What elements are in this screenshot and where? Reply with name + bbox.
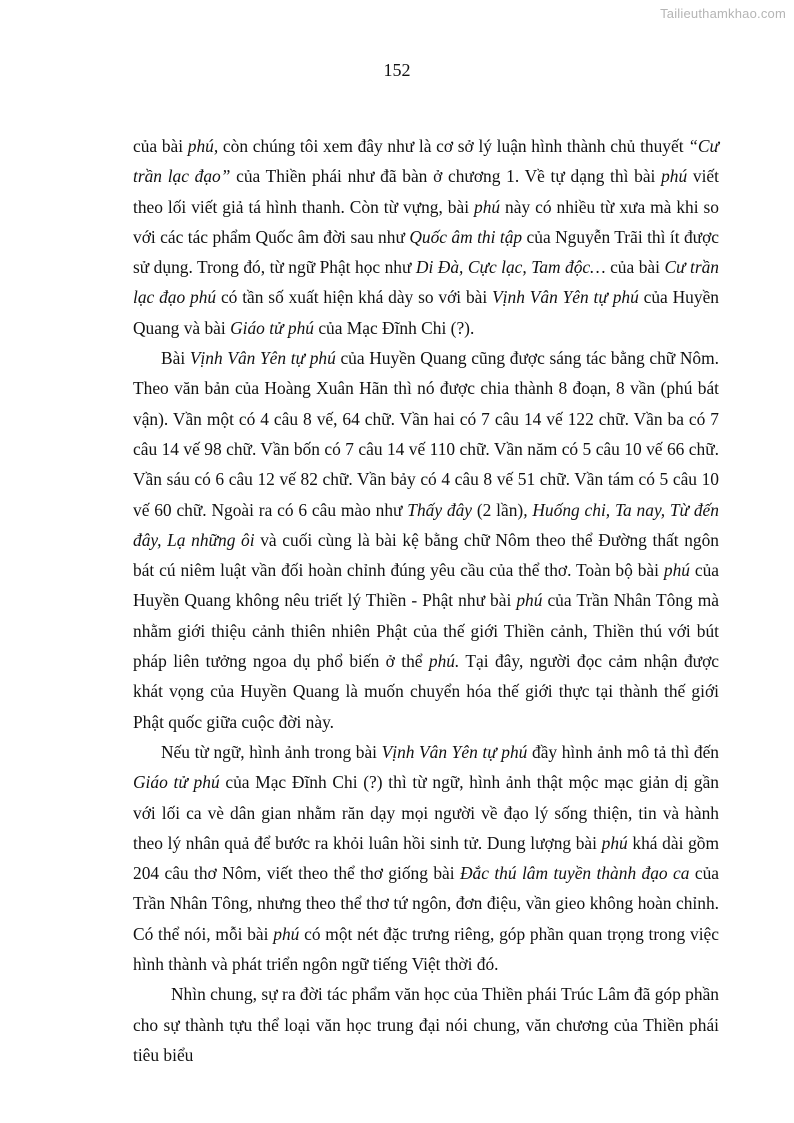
text-run: (2 lần) (472, 499, 524, 520)
text-run: Tại đây, người đọc cảm nhận được khát vọng của Huyền Quang là muốn chuyển hóa thế giới thực tại thành thế giới Phật quốc giữa cuộc đời này. (133, 651, 719, 732)
text-run: của bài (133, 136, 188, 156)
text-run: của Huyền Quang cũng được sáng tác bằng chữ Nôm. Theo văn bản của Hoàng Xuân Hãn thì nó được chia thành 8 đoạn, 8 vần (phú bát vận). Vần một có 4 câu 8 vế, 64 chữ. Vần hai có 7 câu 14 vế 122 chữ. Vần ba có 7 câu 14 vế 98 chữ. Vần bốn có 7 câu 14 vế 110 chữ. Vần năm có 5 câu 10 vế 66 chữ. Vần sáu có 6 câu 12 vế 82 chữ. Vần bảy có 4 câu 8 vế 51 chữ. Vần tám có 5 câu 10 vế 60 chữ. Ngoài ra có 6 câu mào như (133, 348, 719, 520)
text-run: của Thiền phái như đã bàn ở chương 1. Về tự dạng thì bài (230, 166, 662, 187)
text-run: của Trần Nhân Tông mà nhằm giới thiệu cảnh thiên nhiên Phật của thế giới Thiền cảnh, Thiền thú với bút pháp liên tưởng ngoa dụ phổ biến ở thể (133, 590, 719, 672)
text-run: có một nét đặc trưng riêng, góp phần quan trọng trong việc hình thành và phát triển ngôn ngữ tiếng Việt thời đó. (133, 923, 719, 975)
text-run: khá dài gồm 204 câu thơ Nôm, viết theo thể thơ giống bài (133, 832, 720, 884)
italic-term: Giáo tử phú (133, 772, 220, 793)
text-run: của Mạc Đĩnh Chi (?) thì từ ngữ, hình ảnh thật mộc mạc giản dị gần với lối ca vè dân gian nhằm răn dạy mọi người về đạo lý sống thiện, tin và hành theo lý nhân quả để bước ra khỏi luân hồi sinh tử. Dung lượng bài (133, 772, 719, 853)
italic-term: Cư trần lạc đạo phú (133, 257, 719, 308)
italic-term: phú. (428, 651, 460, 672)
paragraph-1 (133, 131, 719, 343)
text-run: này có nhiều từ xưa mà khi so với các tác phẩm Quốc âm đời sau như (133, 196, 719, 247)
body-text (133, 131, 719, 1070)
italic-term: , Huống chi, Ta nay, Từ đến đây, Lạ những ôi (133, 499, 719, 550)
italic-term: phú (601, 832, 628, 853)
italic-term: Thấy đây (407, 499, 472, 520)
watermark-text: Tailieuthamkhao.com (660, 6, 786, 21)
italic-term: Vịnh Vân Yên tự phú (381, 741, 528, 762)
text-run: còn chúng tôi xem đây như là cơ sở lý luận hình thành chủ thuyết (218, 136, 689, 156)
text-run: Bài (161, 348, 190, 369)
text-run: của bài (605, 257, 665, 278)
text-run: của Trần Nhân Tông, nhưng theo thể thơ tứ ngôn, đơn điệu, vần gieo không hoàn chỉnh. Có thể nói, mỗi bài (133, 863, 719, 944)
italic-term: Vịnh Vân Yên tự phú (189, 348, 336, 369)
text-run: đầy hình ảnh mô tả thì đến (527, 741, 720, 762)
text-run: viết theo lối viết giả tá hình thanh. Còn từ vựng, bài (133, 166, 719, 217)
text-run: Nếu từ ngữ, hình ảnh trong bài (161, 741, 382, 762)
italic-term: phú (661, 166, 688, 187)
italic-term: Vịnh Vân Yên tự phú (492, 287, 639, 308)
italic-term: “Cư trần lạc đạo” (133, 136, 719, 187)
italic-term: Giáo tử phú (230, 317, 314, 338)
paragraph-2 (133, 343, 719, 737)
italic-term: phú (516, 590, 543, 611)
text-run: và cuối cùng là bài kệ bằng chữ Nôm theo thể Đường thất ngôn bát cú niêm luật vần đối hoàn chỉnh đúng yêu cầu của thể thơ. Toàn bộ bài (133, 529, 720, 581)
italic-term: phú (273, 923, 300, 944)
text-run: có tần số xuất hiện khá dày so với bài (216, 287, 493, 308)
text-run: Nhìn chung, sự ra đời tác phẩm văn học của Thiền phái Trúc Lâm đã góp phần cho sự thành tựu thể loại văn học trung đại nói chung, văn chương của Thiền phái tiêu biểu (133, 984, 719, 1065)
paragraph-3 (133, 737, 719, 979)
text-run: của Huyền Quang và bài (133, 287, 719, 338)
italic-term: Đắc thú lâm tuyền thành đạo ca (459, 863, 690, 884)
italic-term: phú (663, 560, 690, 581)
paragraph-4 (133, 979, 719, 1070)
text-run: của Huyền Quang không nêu triết lý Thiền - Phật như bài (133, 560, 719, 611)
italic-term: phú, (187, 136, 219, 156)
italic-term: Di Đà, Cực lạc, Tam độc… (415, 257, 606, 278)
italic-term: phú (474, 196, 501, 217)
italic-term: Quốc âm thi tập (409, 226, 523, 247)
text-run: của Mạc Đĩnh Chi (?). (313, 317, 475, 338)
text-run: của Nguyễn Trãi thì ít được sử dụng. Trong đó, từ ngữ Phật học như (133, 226, 720, 278)
page-number: 152 (383, 60, 411, 80)
